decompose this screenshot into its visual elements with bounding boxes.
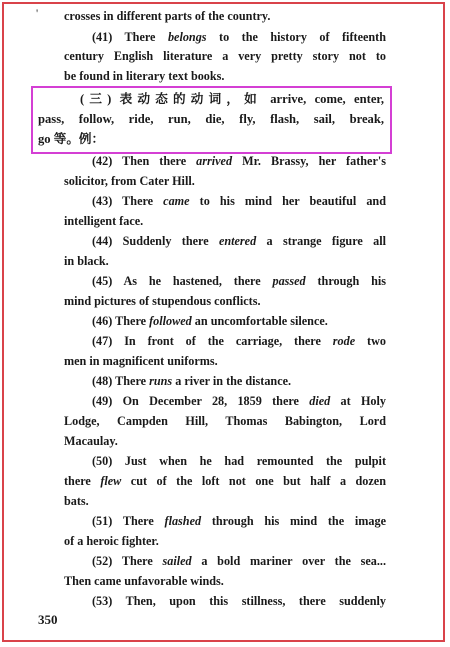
page-number: 350 [38, 612, 58, 627]
corner-mark: ' [36, 6, 39, 20]
example-line: solicitor, from Cater Hill. [64, 174, 195, 188]
example-line: there flew cut of the loft not one but half a dozen [64, 474, 386, 488]
example-line: men in magnificent uniforms. [64, 354, 218, 368]
text-line: crosses in different parts of the country. [64, 9, 271, 23]
example-line: bats. [64, 494, 89, 508]
example-line: (53) Then, upon this stillness, there suddenly [92, 594, 386, 608]
example-line: mind pictures of stupendous conflicts. [64, 294, 261, 308]
rule-line: go 等。例： [38, 132, 105, 146]
rule-heading: (三) 表动态的动词，如 arrive, come, enter, [80, 92, 384, 106]
example-line: (48) There runs a river in the distance. [92, 374, 292, 388]
example-line: (44) Suddenly there entered a strange figure all [92, 234, 386, 248]
example-line: (50) Just when he had remounted the pulpit [92, 454, 386, 468]
example-line: of a heroic fighter. [64, 534, 159, 548]
example-line: intelligent face. [64, 214, 144, 228]
example-line: (46) There followed an uncomfortable silence. [92, 314, 328, 328]
example-line: (45) As he hastened, there passed through his [92, 274, 386, 288]
example-line: (49) On December 28, 1859 there died at Holy [92, 394, 386, 408]
example-line: Lodge, Campden Hill, Thomas Babington, Lord [64, 414, 386, 428]
example-line: Then came unfavorable winds. [64, 574, 224, 588]
example-line: (42) Then there arrived Mr. Brassy, her father's [92, 154, 386, 168]
example-line: (47) In front of the carriage, there rode two [92, 334, 386, 348]
text-line: century English literature a very pretty story not to [64, 49, 386, 63]
text-line: be found in literary text books. [64, 69, 225, 83]
example-line: (52) There sailed a bold mariner over the sea... [92, 554, 387, 568]
example-line: (51) There flashed through his mind the image [92, 514, 387, 528]
rule-line: pass, follow, ride, run, die, fly, flash, sail, break, [38, 112, 384, 126]
example-line: Macaulay. [64, 434, 118, 448]
example-line: in black. [64, 254, 109, 268]
example-line: (43) There came to his mind her beautiful and [92, 194, 386, 208]
example-41-line: (41) There belongs to the history of fifteenth [92, 30, 386, 44]
